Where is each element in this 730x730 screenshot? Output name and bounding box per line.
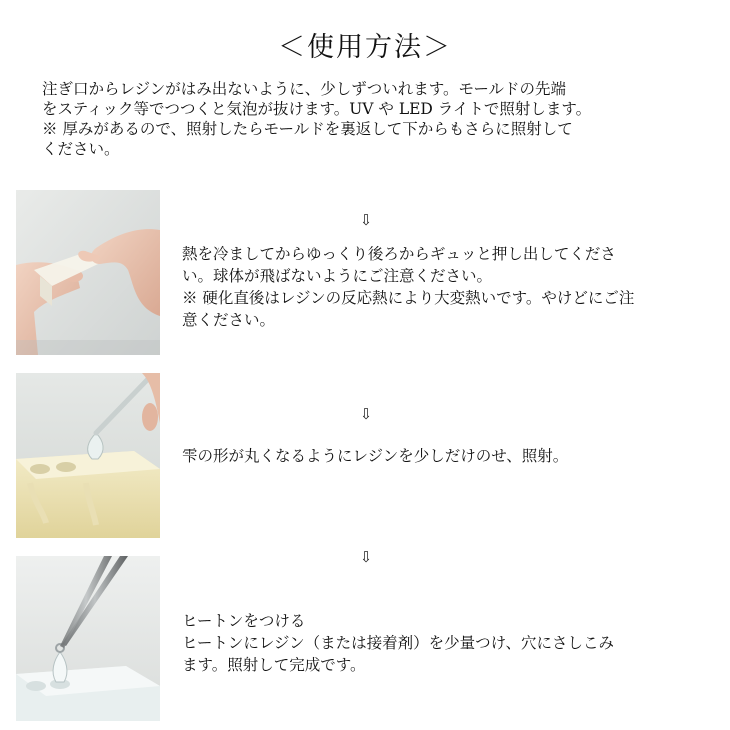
step-1-line: 意ください。 — [182, 311, 276, 329]
step-3-line: ヒートンにレジン（または接着剤）を少量つけ、穴にさしこみ — [182, 634, 614, 652]
step-1-line: 熱を冷ましてからゆっくり後ろからギュッと押し出してくださ — [182, 245, 616, 263]
step-2-line: 雫の形が丸くなるようにレジンを少しだけのせ、照射。 — [182, 447, 569, 465]
tweezers-eyepin-icon — [16, 556, 160, 721]
resin-drop-stick-icon — [16, 373, 160, 538]
step-3-line: ます。照射して完成です。 — [182, 656, 366, 674]
step-3-line: ヒートンをつける — [182, 612, 306, 630]
intro-line: ※ 厚みがあるので、照射したらモールドを裏返して下からもさらに照射して — [42, 120, 573, 138]
step-1-photo — [16, 190, 160, 355]
step-1-line: ※ 硬化直後はレジンの反応熱により大変熱いです。やけどにご注 — [182, 289, 635, 307]
step-1-line: い。球体が飛ばないようにご注意ください。 — [182, 267, 493, 285]
intro-line: ください。 — [42, 140, 120, 158]
step-1-description — [182, 243, 722, 331]
down-arrow-icon: ⇩ — [359, 548, 373, 566]
step-3-description — [182, 610, 722, 676]
hands-pressing-mold-icon — [16, 190, 160, 355]
intro-line: 注ぎ口からレジンがはみ出ないように、少しずついれます。モールドの先端 — [42, 80, 567, 98]
step-3-photo — [16, 556, 160, 721]
intro-line: をスティック等でつつくと気泡が抜けます。UV や LED ライトで照射します。 — [42, 100, 592, 118]
step-2-photo — [16, 373, 160, 538]
page-title: ＜使用方法＞ — [278, 32, 452, 63]
down-arrow-icon: ⇩ — [359, 211, 373, 229]
down-arrow-icon: ⇩ — [359, 405, 373, 423]
step-2-description — [182, 445, 722, 467]
intro-paragraph — [42, 79, 702, 159]
